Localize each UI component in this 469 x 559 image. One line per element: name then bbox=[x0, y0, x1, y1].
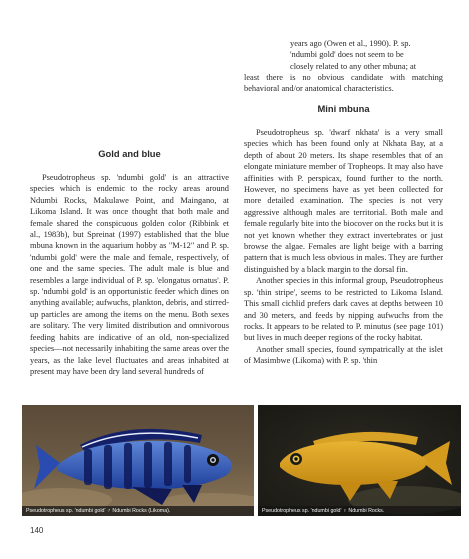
mini-mbuna-paragraph-1: Pseudotropheus sp. 'dwarf nkhata' is a very small species which has been found only at Nkhata Bay, at a depth of about 20 meters. Its shape resembles that of an elongate miniature member of Tropheops. It may also have affinities with P. perspicax, found further to the north. However, no specimens have as yet been collected for more detailed examination. The species is not very aggressive although males are territorial. Both male and female regularly bite into the biocover on the rocks but it is not yet known whether they extract invertebrates or just browse the algae. Females are light beige with a barring pattern that is much less obvious in males. They are further distinguished by a black margin to the dorsal fin. bbox=[244, 128, 443, 274]
page-number: 140 bbox=[30, 526, 44, 535]
section-heading-mini-mbuna: Mini mbuna bbox=[317, 103, 370, 114]
mini-mbuna-body bbox=[244, 127, 443, 367]
photo-caption-right: Pseudotropheus sp. 'ndumbi gold' ♀ Ndumbi Rocks. bbox=[258, 506, 461, 516]
right-column-continuation bbox=[290, 38, 443, 72]
continuation-line-2: 'ndumbi gold' does not seem to be bbox=[290, 50, 404, 60]
photo-caption-left: Pseudotropheus sp. 'ndumbi gold' ♂ Ndumbi Rocks (Likoma). bbox=[22, 506, 254, 516]
photo-blue-male bbox=[22, 405, 254, 516]
mini-mbuna-paragraph-3: Another small species, found sympatrically at the islet of Masimbwe (Likoma) with P. sp. 'thin bbox=[244, 344, 443, 366]
right-column-continuation-2 bbox=[244, 72, 443, 95]
continuation-line-1: years ago (Owen et al., 1990). P. sp. bbox=[290, 39, 411, 48]
blue-fish-illustration bbox=[22, 405, 254, 516]
section-heading-gold-and-blue: Gold and blue bbox=[98, 148, 161, 159]
gold-and-blue-paragraph: Pseudotropheus sp. 'ndumbi gold' is an attractive species which is endemic to the rocky areas around Ndumbi Rocks, Makulawe Point, and Maingano, at Likoma Island. It was once thought that both male and female shared the conspicuous golden color (Ribbink et al., 1983b), but Spreinat (1997) established that the blue mbuna known in the aquarium hobby as "M-12" and P. sp. 'ndumbi gold' were the male and female, respectively, of one and the same species. The adult male is blue and resembles a large individual of P. sp. 'elongatus ornatus'. P. sp. 'ndumbi gold' is an opportunistic feeder which dines on anything available; aufwuchs, plankton, debris, and stirred-up particles are among the items on the menu. Both sexes are solitary. The very limited distribution and omnivorous feeding habits are indicative of an old, non-specialized species—not necessarily inhabiting the same areas over the years, as the lake level fluctuates and areas inhabited at present may have been dry land several hundreds of bbox=[30, 173, 229, 376]
mini-mbuna-paragraph-2: Another species in this informal group, Pseudotropheus sp. 'thin stripe', seems to be restricted to Likoma Island. This small cichlid prefers dark caves at depths between 10 and 30 meters, and feeds by nipping aufwuchs from the rocks. It appears to be related to P. minutus (see page 101) but lives in much deeper regions of the rocky habitat. bbox=[244, 276, 443, 343]
photo-gold-female bbox=[258, 405, 461, 516]
gold-and-blue-body bbox=[30, 172, 229, 377]
gold-fish-illustration bbox=[258, 405, 461, 516]
continuation-paragraph: least there is no obvious candidate with matching behavioral and/or anatomical characteristics. bbox=[244, 73, 443, 94]
continuation-line-3: closely related to any other mbuna; at bbox=[290, 61, 417, 71]
